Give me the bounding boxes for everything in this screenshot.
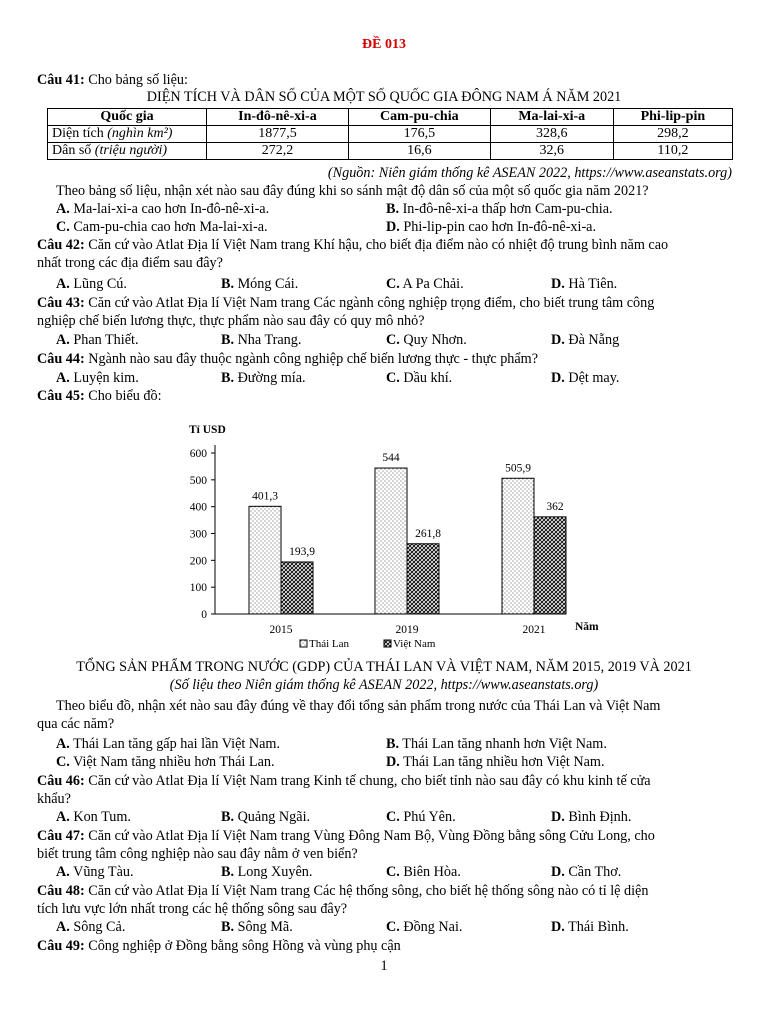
question-45-line1: Theo biểu đồ, nhận xét nào sau đây đúng về thay đổi tổng sản phẩm trong nước của Thái Lan và Việt Nam [56, 698, 661, 714]
x-axis-title: Năm [575, 621, 599, 633]
legend-label: Thái Lan [309, 638, 350, 650]
y-tick-label: 100 [189, 582, 207, 595]
option-d[interactable]: D. Đà Nẵng [551, 332, 620, 348]
question-43-line2: nghiệp chế biến lương thực, thực phẩm nào sau đây có quy mô nhỏ? [37, 313, 425, 329]
page-number: 1 [380, 958, 388, 974]
question-42-line2: nhất trong các địa điểm sau đây? [37, 255, 223, 271]
question-label: Câu 47: [37, 828, 85, 844]
legend-swatch [300, 640, 307, 647]
question-47-line2: biết trung tâm công nghiệp nào sau đây nằm ở ven biển? [37, 846, 358, 862]
data-table [47, 108, 733, 160]
data-label: 362 [546, 500, 564, 513]
x-tick-label: 2019 [395, 624, 419, 636]
question-43-line1: Câu 43: Căn cứ vào Atlat Địa lí Việt Nam trang Các ngành công nghiệp trọng điểm, cho biết trung tâm công [37, 295, 655, 311]
option-a[interactable]: A. Phan Thiết. [56, 332, 139, 348]
question-41-text: Theo bảng số liệu, nhận xét nào sau đây đúng khi so sánh mật độ dân số của một số quốc gia năm 2021? [56, 183, 649, 199]
table-cell: 176,5 [348, 126, 490, 143]
option-b[interactable]: B. Đường mía. [221, 370, 306, 386]
option-b[interactable]: B. Quảng Ngãi. [221, 809, 311, 825]
option-b[interactable]: B. Thái Lan tăng nhanh hơn Việt Nam. [386, 736, 607, 752]
question-48-line2: tích lưu vực lớn nhất trong các hệ thống sông sau đây? [37, 901, 348, 917]
chart-source: (Số liệu theo Niên giám thống kê ASEAN 2022, https://www.aseanstats.org) [169, 677, 599, 693]
option-c[interactable]: C. Dầu khí. [386, 370, 453, 386]
option-b[interactable]: B. Nha Trang. [221, 332, 302, 348]
option-a[interactable]: A. Ma-lai-xi-a cao hơn In-đô-nê-xi-a. [56, 201, 270, 217]
x-tick-label: 2015 [269, 624, 293, 636]
y-tick-label: 200 [189, 555, 207, 568]
table-source: (Nguồn: Niên giám thống kê ASEAN 2022, https://www.aseanstats.org) [327, 165, 732, 181]
question-47-line1: Câu 47: Căn cứ vào Atlat Địa lí Việt Nam trang Vùng Đông Nam Bộ, Vùng Đồng bằng sông Cửu Long, cho [37, 828, 655, 844]
option-b[interactable]: B. Móng Cái. [221, 276, 299, 292]
y-tick-label: 600 [189, 448, 207, 460]
option-d[interactable]: D. Bình Định. [551, 809, 632, 825]
data-label: 505,9 [505, 462, 531, 475]
option-d[interactable]: D. Dệt may. [551, 370, 620, 386]
y-tick-label: 400 [189, 501, 207, 514]
table-header-cell: In-đô-nê-xi-a [207, 109, 349, 126]
option-c[interactable]: C. Việt Nam tăng nhiều hơn Thái Lan. [56, 754, 275, 770]
table-cell: 110,2 [613, 143, 732, 160]
table-header-cell: Quốc gia [48, 109, 207, 126]
table-cell: 32,6 [490, 143, 613, 160]
option-c[interactable]: C. Đồng Nai. [386, 919, 463, 935]
table-cell: 1877,5 [207, 126, 349, 143]
question-49-line1: Câu 49: Công nghiệp ở Đồng bằng sông Hồng và vùng phụ cận [37, 938, 401, 954]
option-c[interactable]: C. Quy Nhơn. [386, 332, 467, 348]
option-a[interactable]: A. Lũng Cú. [56, 276, 127, 292]
option-d[interactable]: D. Thái Bình. [551, 919, 629, 935]
option-d[interactable]: D. Phi-lip-pin cao hơn In-đô-nê-xi-a. [386, 219, 597, 235]
legend-label: Việt Nam [393, 638, 436, 650]
question-46-line2: khẩu? [37, 791, 71, 807]
bar-viet-nam [281, 562, 313, 614]
question-label: Câu 42: [37, 237, 85, 253]
option-d[interactable]: D. Cần Thơ. [551, 864, 622, 880]
y-tick-label: 500 [189, 474, 207, 487]
bar-thai-lan [375, 468, 407, 614]
question-label: Câu 41: [37, 72, 85, 88]
option-d[interactable]: D. Hà Tiên. [551, 276, 618, 292]
table-header-row [48, 109, 733, 126]
question-44-line1: Câu 44: Ngành nào sau đây thuộc ngành công nghiệp chế biến lương thực - thực phẩm? [37, 351, 539, 367]
option-c[interactable]: C. Phú Yên. [386, 809, 456, 825]
bar-viet-nam [534, 517, 566, 614]
gdp-bar-chart [0, 400, 768, 655]
bar-viet-nam [407, 544, 439, 614]
question-45-line2: qua các năm? [37, 716, 115, 732]
data-label: 193,9 [289, 545, 315, 558]
option-a[interactable]: A. Vũng Tàu. [56, 864, 134, 880]
table-cell: 272,2 [207, 143, 349, 160]
bar-thai-lan [249, 506, 281, 614]
table-header-cell: Ma-lai-xi-a [490, 109, 613, 126]
question-48-line1: Câu 48: Căn cứ vào Atlat Địa lí Việt Nam trang Các hệ thống sông, cho biết hệ thống sông nào có tỉ lệ diện [37, 883, 649, 899]
question-42-line1: Câu 42: Căn cứ vào Atlat Địa lí Việt Nam trang Khí hậu, cho biết địa điểm nào có nhiệt độ trung bình năm cao [37, 237, 669, 253]
table-title: DIỆN TÍCH VÀ DÂN SỐ CỦA MỘT SỐ QUỐC GIA ĐÔNG NAM Á NĂM 2021 [146, 89, 622, 105]
table-header-cell: Cam-pu-chia [348, 109, 490, 126]
y-tick-label: 0 [201, 609, 207, 621]
bar-thai-lan [502, 478, 534, 614]
question-46-line1: Câu 46: Căn cứ vào Atlat Địa lí Việt Nam trang Kinh tế chung, cho biết tỉnh nào sau đây có khu kinh tế cửa [37, 773, 651, 789]
table-cell: 298,2 [613, 126, 732, 143]
option-a[interactable]: A. Sông Cả. [56, 919, 126, 935]
option-a[interactable]: A. Luyện kim. [56, 370, 139, 386]
option-c[interactable]: C. Cam-pu-chia cao hơn Ma-lai-xi-a. [56, 219, 268, 235]
option-b[interactable]: B. In-đô-nê-xi-a thấp hơn Cam-pu-chia. [386, 201, 613, 217]
option-b[interactable]: B. Long Xuyên. [221, 864, 313, 880]
option-c[interactable]: C. A Pa Chải. [386, 276, 464, 292]
data-label: 544 [382, 452, 400, 465]
table-row [48, 126, 733, 143]
table-header-cell: Phi-lip-pin [613, 109, 732, 126]
question-label: Câu 48: [37, 883, 85, 899]
question-label: Câu 43: [37, 295, 85, 311]
legend-swatch [384, 640, 391, 647]
exam-code: ĐỀ 013 [362, 37, 406, 52]
data-label: 261,8 [415, 527, 441, 540]
option-b[interactable]: B. Sông Mã. [221, 919, 293, 935]
option-c[interactable]: C. Biên Hòa. [386, 864, 461, 880]
question-label: Câu 45: [37, 388, 85, 404]
row-label: Dân số (triệu người) [48, 143, 207, 160]
question-41-intro: Câu 41: Cho bảng số liệu: [37, 72, 188, 88]
option-d[interactable]: D. Thái Lan tăng nhiều hơn Việt Nam. [386, 754, 605, 770]
x-tick-label: 2021 [522, 624, 546, 636]
table-row [48, 143, 733, 160]
option-a[interactable]: A. Thái Lan tăng gấp hai lần Việt Nam. [56, 736, 280, 752]
question-label: Câu 46: [37, 773, 85, 789]
y-tick-label: 300 [189, 528, 207, 541]
table-cell: 328,6 [490, 126, 613, 143]
chart-title: TỔNG SẢN PHẨM TRONG NƯỚC (GDP) CỦA THÁI LAN VÀ VIỆT NAM, NĂM 2015, 2019 VÀ 2021 [76, 659, 692, 675]
question-label: Câu 44: [37, 351, 85, 367]
row-label: Diện tích (nghìn km²) [48, 126, 207, 143]
question-45-intro: Câu 45: Cho biểu đồ: [37, 388, 162, 404]
y-axis-title: Tỉ USD [189, 424, 226, 436]
question-label: Câu 49: [37, 938, 85, 954]
option-a[interactable]: A. Kon Tum. [56, 809, 131, 825]
table-cell: 16,6 [348, 143, 490, 160]
data-label: 401,3 [252, 490, 278, 503]
